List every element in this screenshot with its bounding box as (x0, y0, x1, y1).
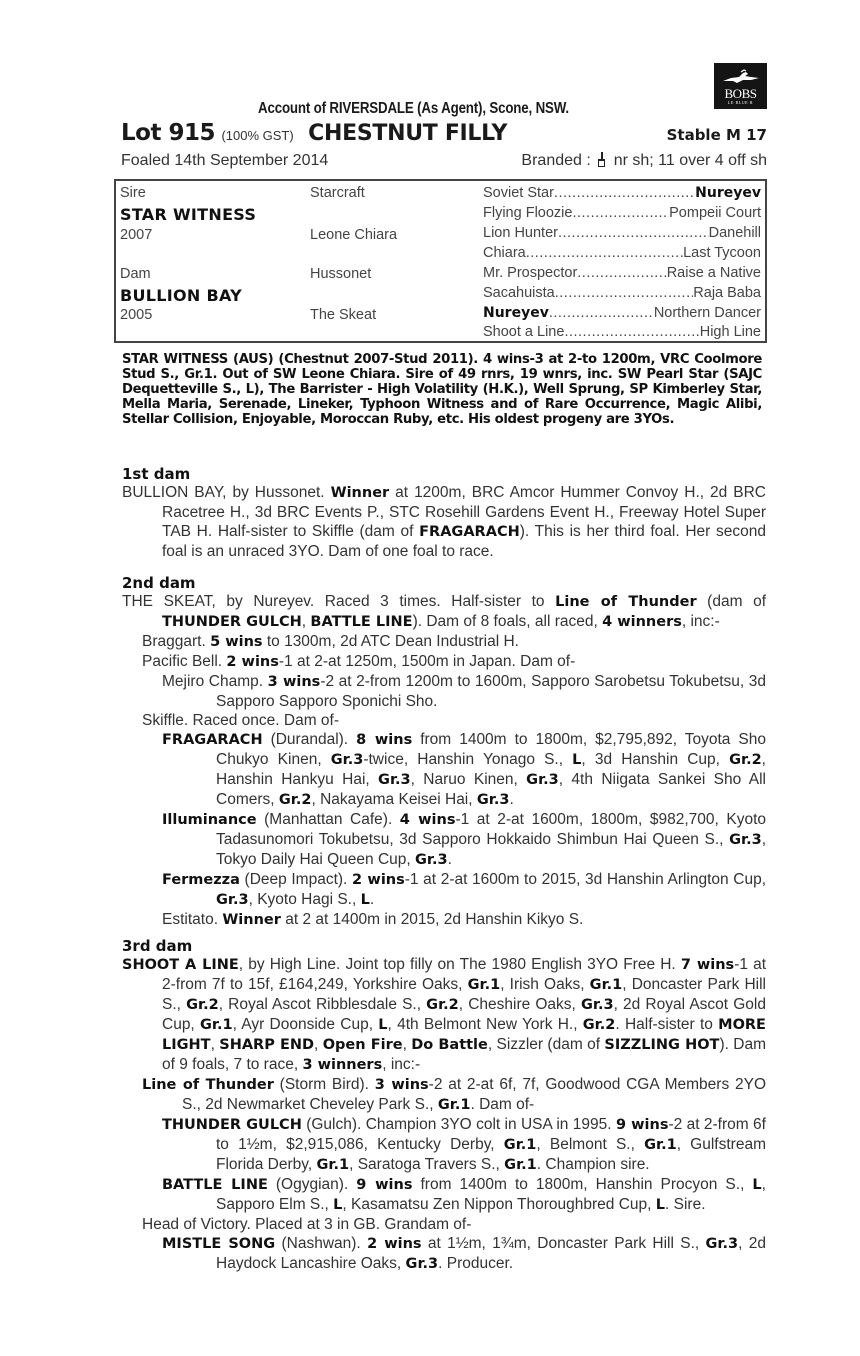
leader-dots (555, 284, 694, 303)
text: . Champion sire. (536, 1156, 650, 1173)
leader-dots (554, 184, 695, 203)
text: . Dam of- (470, 1096, 535, 1113)
brand-mark-icon (597, 153, 607, 167)
gen3-dam: Raja Baba (693, 285, 761, 301)
branded-label: Branded : (521, 152, 591, 169)
gen3-sire: Chiara (483, 245, 526, 261)
leader-dots (577, 264, 666, 283)
text: , by High Line. Joint top filly on The 1980 English 3YO Free H. (238, 956, 681, 973)
bold-text: Winner (330, 485, 390, 501)
bold-text: Gr.3 (378, 772, 411, 788)
gen3-dam: Pompeii Court (669, 205, 761, 221)
bold-text: 3 wins (267, 674, 321, 690)
progeny-braggart (122, 632, 766, 652)
dam-name: BULLION BAY (120, 286, 243, 305)
gen3-dam: Danehill (708, 225, 761, 241)
leader-dots (549, 304, 654, 323)
leader-dots (572, 204, 669, 223)
bold-text: 8 wins (356, 732, 413, 748)
bold-text: 2 wins (351, 872, 405, 888)
bold-text: Gr.2 (729, 752, 762, 768)
text: Estitato. (162, 911, 223, 928)
text: to 1300m, 2d ATC Dean Industrial H. (262, 633, 519, 650)
second-dam-section (122, 574, 766, 930)
bold-text: Open Fire (322, 1037, 403, 1053)
gen3-sire: Soviet Star (483, 185, 554, 201)
leader-dots (526, 244, 683, 263)
progeny-mejiro-champ (122, 672, 766, 711)
text: , Kasamatsu Zen Nippon Thoroughbred Cup, (342, 1196, 656, 1213)
text: , Naruo Kinen, (410, 771, 527, 788)
text: , 4th Belmont New York H., (387, 1016, 583, 1033)
text: (Nashwan). (275, 1235, 368, 1252)
text: from 1400m to 1800m, $2,795,892, Toyota Sho Chukyo Kinen, (216, 731, 766, 768)
bold-text: Gr.1 (644, 1137, 677, 1153)
text: (Deep Impact). (239, 871, 352, 888)
progeny-battle-line (122, 1175, 766, 1215)
text: , Sizzler (dam of (487, 1036, 605, 1053)
progeny-fermezza (122, 870, 766, 910)
bold-text: Gr.1 (589, 977, 623, 993)
gen3-row (483, 204, 761, 223)
leader-dots (564, 323, 699, 342)
sire-summary: STAR WITNESS (AUS) (Chestnut 2007-Stud 2011). 4 wins-3 at 2-to 1200m, VRC Coolmore Stud S., Gr.1. Out of SW Leone Chiara. Sire of 49 rnrs, 19 wnrs, inc. SW Pearl Star (SAJC Dequetteville S., L), The Barrister - High Volatility (H.K.), Well Sprung, SP Kimberley Star, Mella Maria, Serenade, Lineker, Typhoon Witness and of Rare Occurrence, Magic Alibi, Stellar Collision, Enjoyable, Moroccan Ruby, etc. His oldest progeny are 3YOs. (122, 352, 762, 427)
branded-marks: nr sh; 11 over 4 off sh (613, 152, 767, 169)
text: , inc:- (681, 613, 720, 630)
bold-text: Gr.2 (426, 997, 459, 1013)
sire-sire: Starcraft (310, 185, 365, 201)
third-dam-section (122, 937, 766, 1274)
progeny-head-of-victory (122, 1215, 766, 1234)
gen3-row (483, 304, 761, 323)
gen3-dam: High Line (699, 324, 761, 340)
gen3-row (483, 244, 761, 263)
gst-note: (100% GST) (221, 128, 294, 143)
progeny-illuminance (122, 810, 766, 870)
text: , Saratoga Travers S., (349, 1156, 505, 1173)
bold-text: 3 wins (374, 1077, 429, 1093)
text: , Gulfstream Florida Derby, (216, 1136, 766, 1173)
gen3-dam: Northern Dancer (653, 305, 761, 321)
gen3-dam: Nureyev (695, 185, 761, 201)
bold-text: L (572, 752, 582, 768)
gen3-sire: Mr. Prospector (483, 265, 578, 281)
bold-text: THUNDER GULCH (162, 1117, 302, 1133)
text: , (301, 613, 311, 630)
text: Mejiro Champ. (162, 673, 268, 690)
text: . (369, 891, 375, 908)
bold-text: Gr.3 (729, 832, 762, 848)
third-dam-intro (122, 955, 766, 1075)
lot-number: Lot 915 (121, 120, 215, 146)
brand-description (521, 152, 767, 170)
colour-sex: CHESTNUT FILLY (308, 121, 508, 146)
text: . Producer. (438, 1255, 514, 1272)
sire-year: 2007 (120, 227, 153, 243)
bold-text: MORE LIGHT (162, 1017, 766, 1053)
text: , Royal Ascot Ribblesdale S., (218, 996, 427, 1013)
text: from 1400m to 1800m, Hanshin Procyon S., (412, 1176, 753, 1193)
bold-text: FRAGARACH (419, 524, 520, 540)
bold-text: Gr.1 (467, 977, 501, 993)
vendor-account: Account of RIVERSDALE (As Agent), Scone, NSW. (258, 100, 569, 117)
bold-text: 7 wins (680, 957, 735, 973)
bold-text: MISTLE SONG (162, 1236, 276, 1252)
text: -1 at 2-at 1250m, 1500m in Japan. Dam of- (278, 653, 576, 670)
progeny-pacific-bell (122, 652, 766, 672)
second-dam-heading: 2nd dam (122, 574, 196, 592)
gen3-dam: Last Tycoon (683, 245, 761, 261)
text: . (447, 851, 452, 868)
text: , Kyoto Hagi S., (248, 891, 361, 908)
gen3-row (483, 184, 761, 203)
text: , 4th Niigata Sankei Sho All Comers, (216, 771, 766, 808)
text: -twice, Hanshin Yonago S., (363, 751, 573, 768)
bold-text: 4 wins (399, 812, 456, 828)
text: at 2 at 1400m in 2015, 2d Hanshin Kikyo S. (280, 911, 584, 928)
bold-text: 9 wins (615, 1117, 669, 1133)
bold-text: L (333, 1197, 343, 1213)
text: Braggart. (142, 633, 211, 650)
bold-text: THUNDER GULCH (162, 614, 302, 630)
bold-text: Gr.2 (582, 1017, 616, 1033)
bold-text: FRAGARACH (162, 732, 263, 748)
text: -2 at 2-from 1200m to 1600m, Sapporo Sarobetsu Tokubetsu, 3d Sapporo Sapporo Sponichi Sho. (216, 673, 767, 710)
bold-text: Do Battle (411, 1037, 488, 1053)
logo-text: BOBS (724, 86, 757, 101)
bobs-logo (714, 63, 767, 109)
text: (Durandal). (262, 731, 357, 748)
logo-subtext: LE·BLUE·R (727, 100, 754, 105)
bold-text: L (655, 1197, 666, 1213)
text: -1 at 2-at 1600m to 2015, 3d Hanshin Arlington Cup, (404, 871, 767, 888)
text: Pacific Bell. (142, 653, 227, 670)
text: , 2d Haydock Lancashire Oaks, (216, 1235, 766, 1272)
stable-location: Stable M 17 (666, 126, 767, 144)
text: , Cheshire Oaks, (458, 996, 581, 1013)
text: ). Dam of 9 foals, 7 to race, (162, 1036, 767, 1073)
bold-text: 2 wins (226, 654, 279, 670)
bold-text: Line of Thunder (142, 1077, 274, 1093)
sire-name: STAR WITNESS (120, 205, 257, 224)
gen3-row (483, 224, 761, 243)
bold-text: L (752, 1177, 762, 1193)
gen3-row (483, 264, 761, 283)
bold-text: Gr.3 (705, 1236, 739, 1252)
text: , Nakayama Keisei Hai, (311, 791, 477, 808)
bold-text: Gr.1 (437, 1097, 471, 1113)
text: Skiffle. Raced once. Dam of- (142, 712, 339, 729)
bold-text: 5 wins (210, 634, 263, 650)
bold-text: Gr.3 (330, 752, 364, 768)
racehorse-logo-icon (721, 69, 761, 87)
foaled-date: Foaled 14th September 2014 (121, 152, 329, 169)
bold-text: 3 winners (302, 1057, 383, 1073)
progeny-estitato (122, 910, 766, 930)
text: . (509, 791, 514, 808)
progeny-skiffle (122, 711, 766, 730)
progeny-line-of-thunder (122, 1075, 766, 1115)
bold-text: Winner (222, 912, 281, 928)
gen3-sire: Lion Hunter (483, 225, 558, 241)
second-dam-intro (122, 592, 766, 632)
bold-text: BATTLE LINE (162, 1177, 268, 1193)
bold-text: Gr.2 (278, 792, 312, 808)
text: , (210, 1036, 220, 1053)
gen3-sire: Flying Floozie (483, 205, 573, 221)
first-dam-heading: 1st dam (122, 465, 191, 483)
bold-text: SIZZLING HOT (604, 1037, 720, 1053)
pedigree-table (114, 179, 767, 343)
text: -1 at 2-from 7f to 15f, £164,249, Yorkshire Oaks, (162, 956, 766, 993)
bold-text: Gr.3 (476, 792, 510, 808)
bold-text: Gr.1 (504, 1157, 537, 1173)
bold-text: L (360, 892, 370, 908)
text: -2 at 2-at 6f, 7f, Goodwood CGA Members 2YO S., 2d Newmarket Cheveley Park S., (182, 1076, 766, 1113)
text: at 1200m, BRC Amcor Hummer Convoy H., 2d BRC Racetree H., 3d BRC Events P., STC Rosehill Gardens Event H., Freeway Hotel Super TAB H. Half-sister to Skiffle (dam of (162, 484, 766, 540)
text: THE SKEAT, by Nureyev. Raced 3 times. Half-sister to (122, 593, 556, 610)
gen3-dam: Raise a Native (666, 265, 761, 281)
bold-text: Gr.3 (415, 852, 448, 868)
text: BULLION BAY, by Hussonet. (122, 484, 331, 501)
progeny-mistle-song (122, 1234, 766, 1274)
gen3-sire: Nureyev (483, 305, 549, 321)
text: , Belmont S., (536, 1136, 645, 1153)
first-dam-section (122, 465, 766, 561)
text: (Manhattan Cafe). (256, 811, 400, 828)
bold-text: L (378, 1017, 388, 1033)
gen3-sire: Sacahuista (483, 285, 555, 301)
text: (Storm Bird). (273, 1076, 375, 1093)
text: , Doncaster Park Hill S., (162, 976, 766, 1013)
bold-text: Line of Thunder (555, 594, 697, 610)
text: ). Dam of 8 foals, all raced, (412, 613, 603, 630)
bold-text: SHARP END (219, 1037, 315, 1053)
bold-text: 9 wins (356, 1177, 413, 1193)
gen3-sire: Shoot a Line (483, 324, 565, 340)
text: , Ayr Doonside Cup, (232, 1016, 379, 1033)
text: , inc:- (382, 1056, 421, 1073)
leader-dots (558, 224, 709, 243)
gen3-row (483, 323, 761, 342)
text: (Gulch). Champion 3YO colt in USA in 1995. (301, 1116, 616, 1133)
text: -1 at 2-at 1600m, 1800m, $982,700, Kyoto Tadasunomori Tokubetsu, 3d Sapporo Hokkaido Shimbun Hai Queen S., (216, 811, 766, 848)
bold-text: Gr.1 (316, 1157, 350, 1173)
dam-dam: The Skeat (310, 307, 377, 323)
text: Head of Victory. Placed at 3 in GB. Grandam of- (142, 1216, 472, 1233)
bold-text: Gr.3 (581, 997, 614, 1013)
text: , 3d Hanshin Cup, (581, 751, 730, 768)
dam-sire: Hussonet (310, 266, 372, 282)
dam-label: Dam (120, 266, 151, 282)
progeny-fragarach (122, 730, 766, 810)
bold-text: Gr.3 (216, 892, 249, 908)
text: at 1½m, 1¾m, Doncaster Park Hill S., (421, 1235, 706, 1252)
bold-text: Gr.1 (503, 1137, 537, 1153)
bold-text: Gr.3 (526, 772, 559, 788)
text: , (314, 1036, 323, 1053)
progeny-thunder-gulch (122, 1115, 766, 1175)
text: . Half-sister to (615, 1016, 719, 1033)
bold-text: Gr.3 (405, 1256, 439, 1272)
bold-text: 2 wins (367, 1236, 422, 1252)
sire-dam: Leone Chiara (310, 227, 398, 243)
bold-text: BATTLE LINE (310, 614, 413, 630)
text: , Hanshin Hankyu Hai, (216, 751, 766, 788)
text: , 2d Royal Ascot Gold Cup, (162, 996, 766, 1033)
bold-text: 4 winners (602, 614, 682, 630)
third-dam-heading: 3rd dam (122, 937, 193, 955)
first-dam-text (122, 483, 766, 561)
text: -2 at 2-from 6f to 1½m, $2,915,086, Kentucky Derby, (216, 1116, 766, 1153)
text: , (402, 1036, 412, 1053)
sire-label: Sire (120, 185, 146, 201)
text: , Sapporo Elm S., (216, 1176, 766, 1213)
bold-text: SHOOT A LINE (122, 957, 239, 973)
text: ). This is her third foal. Her second foal is an unraced 3YO. Dam of one foal to race. (162, 523, 766, 560)
bold-text: Illuminance (162, 812, 257, 828)
lot-title-line (121, 120, 767, 148)
dam-year: 2005 (120, 307, 153, 323)
text: (dam of (696, 593, 766, 610)
text: , Tokyo Daily Hai Queen Cup, (216, 831, 766, 868)
text: (Ogygian). (267, 1176, 357, 1193)
bold-text: Fermezza (162, 872, 240, 888)
bold-text: Gr.1 (200, 1017, 233, 1033)
text: , Irish Oaks, (500, 976, 590, 993)
bold-text: Gr.2 (186, 997, 219, 1013)
text: . Sire. (665, 1196, 706, 1213)
gen3-row (483, 284, 761, 303)
